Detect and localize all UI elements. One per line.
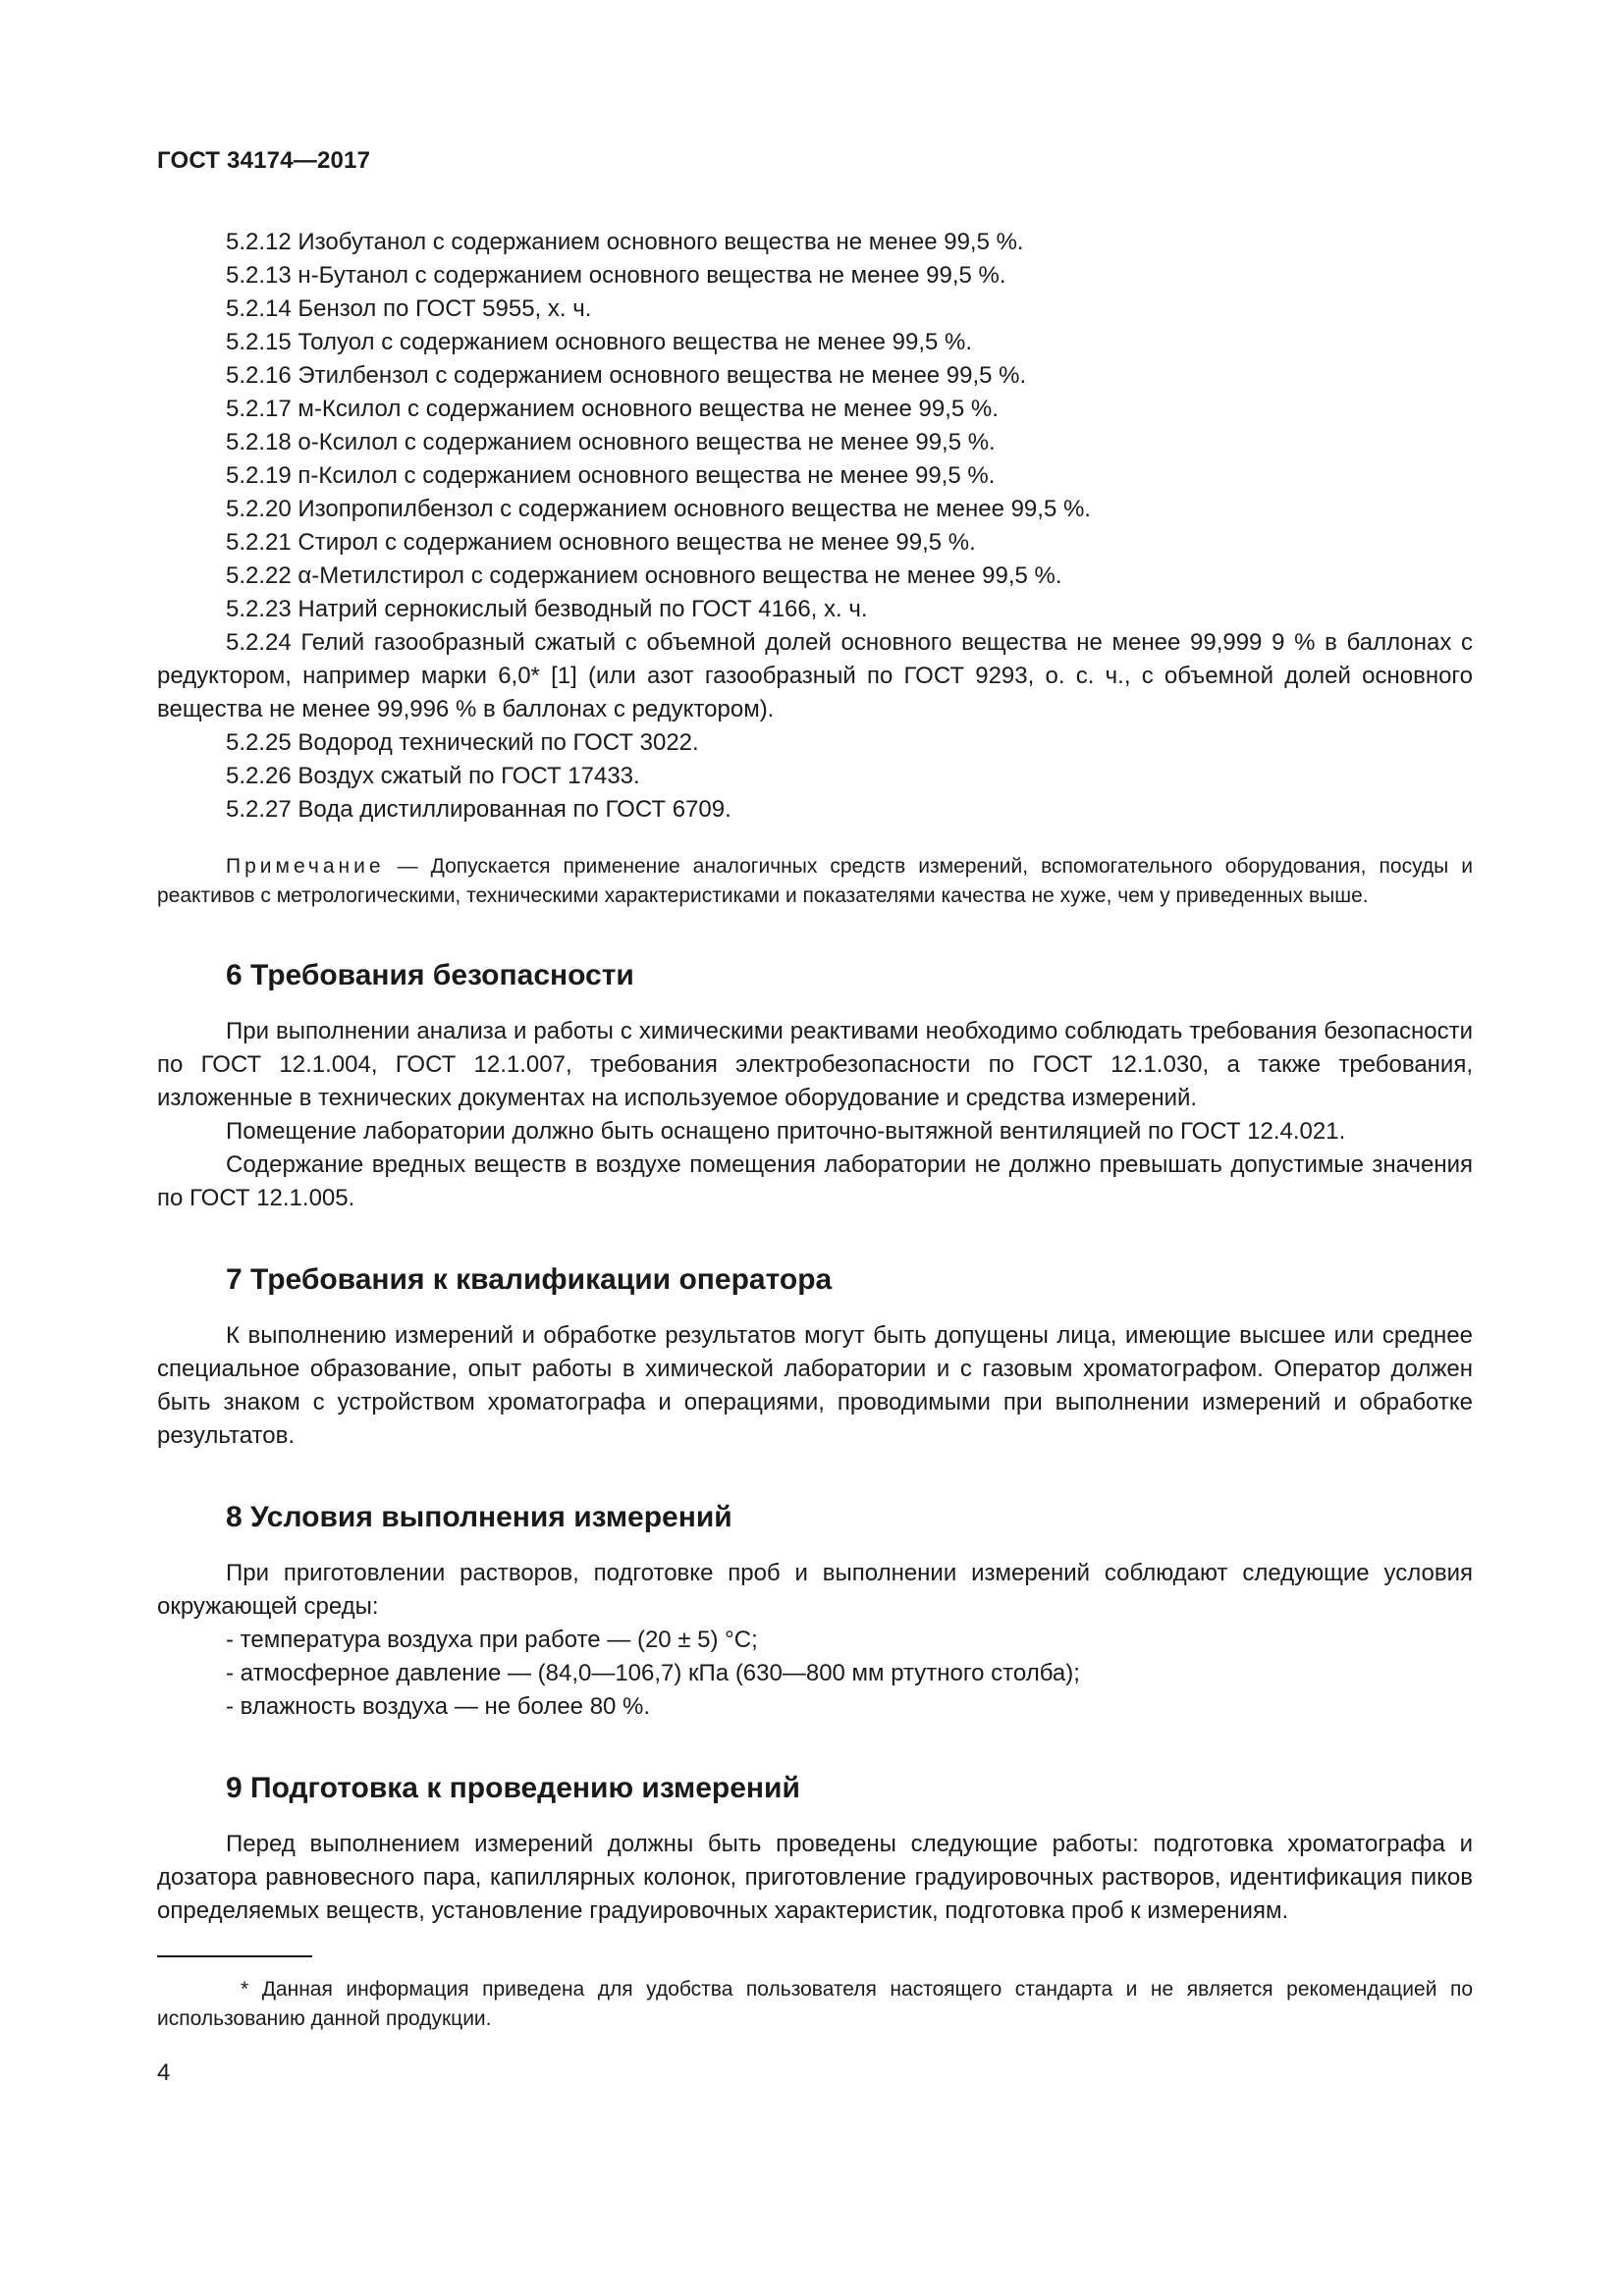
list-item-5-2-22: 5.2.22 α-Метилстирол с содержанием основного вещества не менее 99,5 %. xyxy=(226,562,1062,589)
condition-pressure: - атмосферное давление — (84,0—106,7) кПа (630—800 мм ртутного столба); xyxy=(226,1660,1080,1686)
note xyxy=(157,852,1473,911)
list-item-5-2-20: 5.2.20 Изопропилбензол с содержанием основного вещества не менее 99,5 %. xyxy=(226,496,1091,522)
footnote: * Данная информация приведена для удобства пользователя настоящего стандарта и не является рекомендацией по использованию данной продукции. xyxy=(157,1978,1473,2030)
condition-humidity: - влажность воздуха — не более 80 %. xyxy=(226,1693,651,1720)
page-number: 4 xyxy=(157,2059,171,2086)
list-item-5-2-23: 5.2.23 Натрий сернокислый безводный по ГОСТ 4166, х. ч. xyxy=(226,596,868,622)
list-item-5-2-15: 5.2.15 Толуол с содержанием основного вещества не менее 99,5 %. xyxy=(226,329,973,355)
list-item-5-2-13: 5.2.13 н-Бутанол с содержанием основного вещества не менее 99,5 %. xyxy=(226,262,1006,289)
footnote-divider xyxy=(157,1955,312,1957)
document-page xyxy=(157,147,1473,2087)
section-9-heading: 9 Подготовка к проведению измерений xyxy=(226,1772,800,1804)
list-item-5-2-16: 5.2.16 Этилбензол с содержанием основного вещества не менее 99,5 %. xyxy=(226,362,1027,389)
list-item-5-2-18: 5.2.18 о-Ксилол с содержанием основного вещества не менее 99,5 %. xyxy=(226,429,996,455)
note-text: — Допускается применение аналогичных средств измерений, вспомогательного оборудования, посуды и реактивов с метрологическими, техническими характеристиками и показателями качества не хуже, чем у приведенных выше. xyxy=(157,855,1473,907)
section-6-paragraph-1: При выполнении анализа и работы с химическими реактивами необходимо соблюдать требования безопасности по ГОСТ 12.1.004, ГОСТ 12.1.007, требования электробезопасности по ГОСТ 12.1.030, а также требования, изложенные в технических документах на используемое оборудование и средства измерений. xyxy=(157,1018,1473,1111)
list-item-5-2-27: 5.2.27 Вода дистиллированная по ГОСТ 6709. xyxy=(226,796,731,823)
list-item-5-2-26: 5.2.26 Воздух сжатый по ГОСТ 17433. xyxy=(226,763,640,789)
section-8-heading: 8 Условия выполнения измерений xyxy=(226,1501,732,1533)
section-7-paragraph-1: К выполнению измерений и обработке результатов могут быть допущены лица, имеющие высшее или среднее специальное образование, опыт работы в химической лаборатории и с газовым хроматографом. Оператор должен быть знаком с устройством хроматографа и операциями, проводимыми при выполнении измерений и обработке результатов. xyxy=(157,1322,1473,1449)
standard-header: ГОСТ 34174—2017 xyxy=(157,147,371,174)
list-item-5-2-19: 5.2.19 п-Ксилол с содержанием основного вещества не менее 99,5 %. xyxy=(226,462,996,489)
section-7-heading: 7 Требования к квалификации оператора xyxy=(226,1263,833,1296)
section-8-paragraph-1: При приготовлении растворов, подготовке проб и выполнении измерений соблюдают следующие условия окружающей среды: xyxy=(157,1560,1473,1620)
section-6-heading: 6 Требования безопасности xyxy=(226,959,634,991)
note-label: Примечание xyxy=(226,855,385,878)
section-6-paragraph-3: Содержание вредных веществ в воздухе помещения лаборатории не должно превышать допустимые значения по ГОСТ 12.1.005. xyxy=(157,1151,1473,1211)
section-9-paragraph-1: Перед выполнением измерений должны быть проведены следующие работы: подготовка хроматографа и дозатора равновесного пара, капиллярных колонок, приготовление градуировочных растворов, идентификация пиков определяемых веществ, установление градуировочных характеристик, подготовка проб к измерениям. xyxy=(157,1831,1473,1924)
list-item-5-2-24: 5.2.24 Гелий газообразный сжатый с объемной долей основного вещества не менее 99,999 9 % в баллонах с редуктором, например марки 6,0* [1] (или азот газообразный по ГОСТ 9293, о. с. ч., с объемной долей основного вещества не менее 99,996 % в баллонах с редуктором). xyxy=(157,629,1473,722)
list-item-5-2-12: 5.2.12 Изобутанол с содержанием основного вещества не менее 99,5 %. xyxy=(226,229,1024,255)
list-item-5-2-17: 5.2.17 м-Ксилол с содержанием основного вещества не менее 99,5 %. xyxy=(226,396,999,422)
list-item-5-2-25: 5.2.25 Водород технический по ГОСТ 3022. xyxy=(226,729,699,756)
list-item-5-2-21: 5.2.21 Стирол с содержанием основного вещества не менее 99,5 %. xyxy=(226,529,976,556)
condition-temperature: - температура воздуха при работе — (20 ± 5) °С; xyxy=(226,1627,758,1653)
list-item-5-2-14: 5.2.14 Бензол по ГОСТ 5955, х. ч. xyxy=(226,295,592,322)
section-6-paragraph-2: Помещение лаборатории должно быть оснащено приточно-вытяжной вентиляцией по ГОСТ 12.4.021. xyxy=(226,1118,1346,1145)
